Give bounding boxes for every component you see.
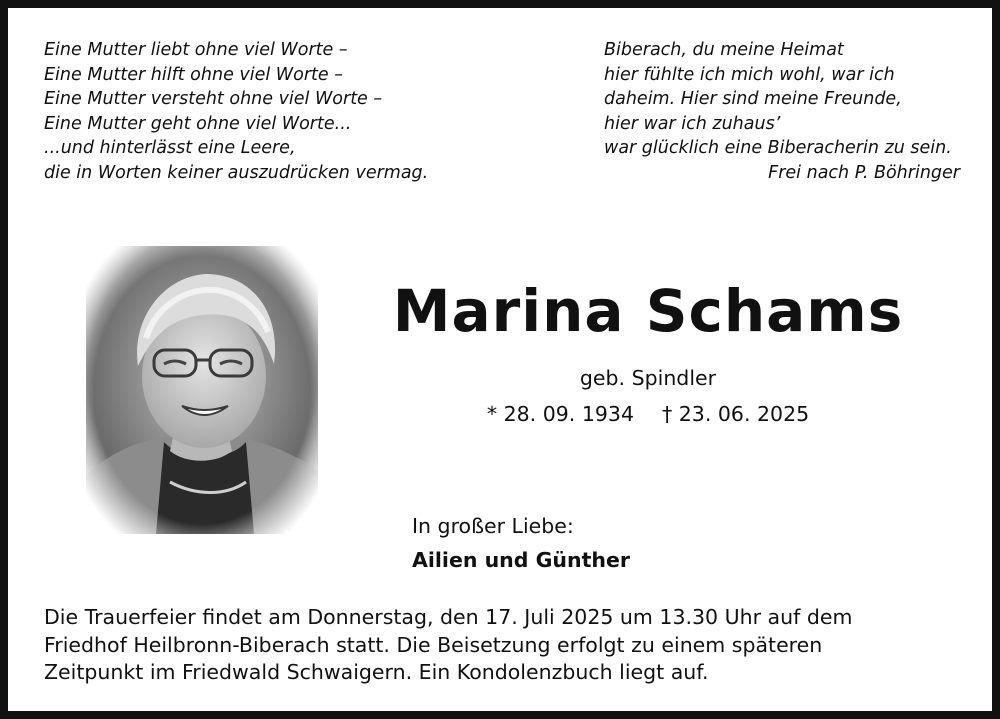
portrait-photo: [86, 246, 318, 534]
poem-line: hier fühlte ich mich wohl, war ich: [604, 64, 895, 85]
poem-right: [604, 38, 960, 186]
poem-line: hier war ich zuhaus’: [604, 113, 781, 134]
death-date: † 23. 06. 2025: [662, 402, 810, 426]
poem-line: Biberach, du meine Heimat: [604, 40, 844, 60]
poem-line: ...und hinterlässt eine Leere,: [44, 138, 296, 159]
poem-line: die in Worten keiner auszudrücken vermag.: [44, 162, 429, 183]
maiden-name: geb. Spindler: [579, 366, 717, 390]
service-line: Friedhof Heilbronn-Biberach statt. Die Beisetzung erfolgt zu einem späteren: [44, 632, 823, 657]
service-line: Zeitpunkt im Friedwald Schwaigern. Ein Kondolenzbuch liegt auf.: [44, 660, 709, 684]
service-line: Die Trauerfeier findet am Donnerstag, den 17. Juli 2025 um 13.30 Uhr auf dem: [44, 605, 853, 629]
mourners-intro: In großer Liebe:: [412, 514, 574, 538]
poem-line: Eine Mutter geht ohne viel Worte...: [44, 113, 352, 134]
deceased-name: Marina Schams: [392, 277, 904, 345]
poem-line: Eine Mutter liebt ohne viel Worte –: [44, 40, 348, 60]
poem-left: [44, 38, 504, 186]
poem-line: Eine Mutter versteht ohne viel Worte –: [44, 89, 383, 110]
life-dates: [348, 400, 948, 428]
poem-attribution: Frei nach P. Böhringer: [768, 162, 960, 183]
poem-line: daheim. Hier sind meine Freunde,: [604, 89, 902, 110]
poem-line: Eine Mutter hilft ohne viel Worte –: [44, 64, 343, 85]
birth-date: * 28. 09. 1934: [486, 402, 634, 426]
mourners-names: Ailien und Günther: [412, 548, 631, 572]
service-announcement: [44, 604, 964, 687]
poem-line: war glücklich eine Biberacherin zu sein.: [604, 138, 952, 159]
